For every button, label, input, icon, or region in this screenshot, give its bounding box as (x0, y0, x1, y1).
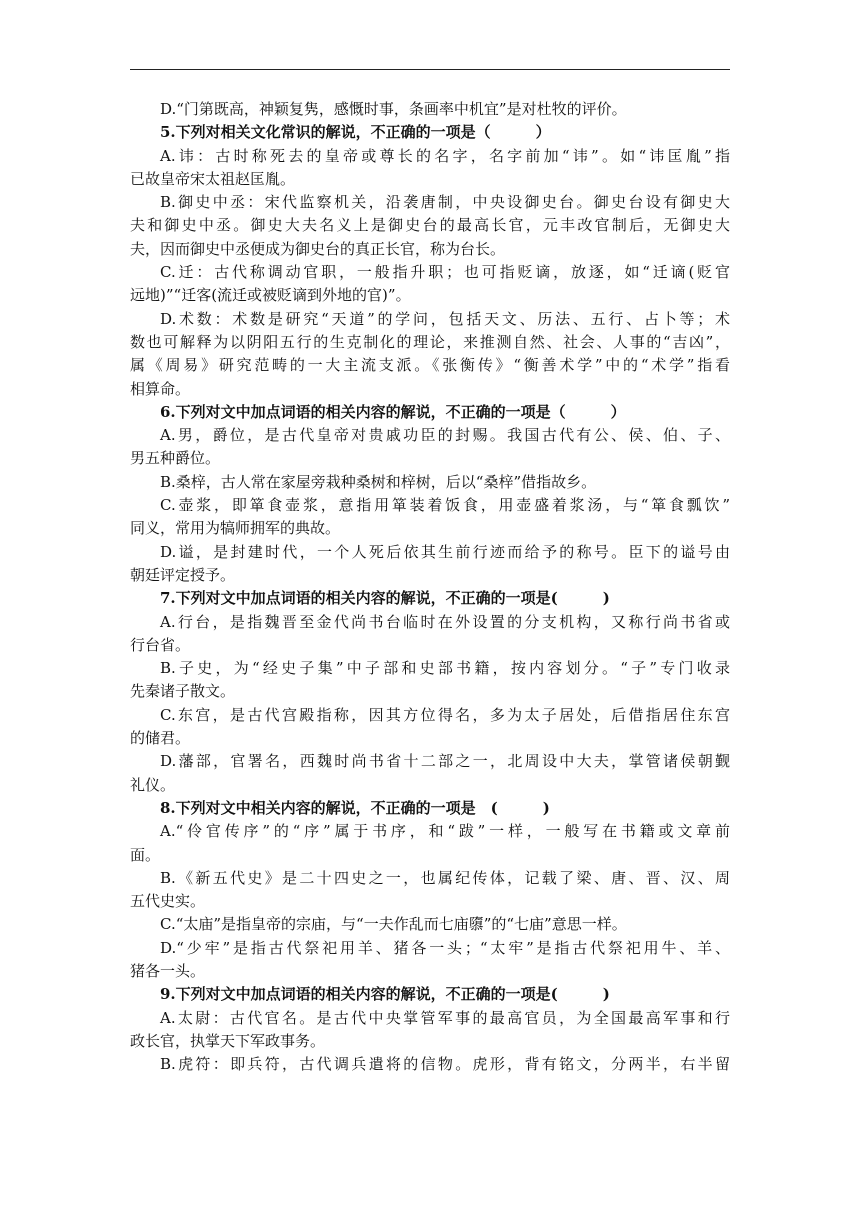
question-stem-line: 8.下列对文中相关内容的解说，不正确的一项是 ( ) (160, 798, 550, 817)
text-line: 同义，常用为犒师拥军的典故。 (130, 519, 341, 538)
text-line: A.男，爵位，是古代皇帝对贵戚功臣的封赐。我国古代有公、侯、伯、子、 (160, 426, 730, 445)
question-stem-line: 7.下列对文中加点词语的相关内容的解说，不正确的一项是( ) (160, 589, 610, 608)
text-line: B.《新五代史》是二十四史之一，也属纪传体，记载了梁、唐、晋、汉、周 (160, 868, 730, 887)
text-line: B.御史中丞：宋代监察机关，沿袭唐制，中央设御史台。御史台设有御史大 (160, 193, 730, 212)
text-line: 行台省。 (130, 635, 191, 654)
text-line: D.谥，是封建时代，一个人死后依其生前行迹而给予的称号。臣下的谥号由 (160, 542, 730, 561)
text-line: D.“少牢”是指古代祭祀用羊、猪各一头；“太牢”是指古代祭祀用牛、羊、 (160, 938, 730, 957)
text-line: A.行台，是指魏晋至金代尚书台临时在外设置的分支机构，又称行尚书省或 (160, 612, 730, 631)
text-line: C.迁：古代称调动官职，一般指升职；也可指贬谪，放逐，如“迁谪(贬官 (160, 263, 730, 282)
text-line: A.“伶官传序”的“序”属于书序，和“跋”一样，一般写在书籍或文章前 (160, 822, 730, 841)
text-line: A.太尉：古代官名。是古代中央掌管军事的最高官员，为全国最高军事和行 (160, 1008, 730, 1027)
text-line: 远地)”“迁客(流迁或被贬谪到外地的官)”。 (130, 286, 411, 305)
text-line: 礼仪。 (130, 775, 176, 794)
text-line: 相算命。 (130, 379, 191, 398)
text-line: 先秦诸子散文。 (130, 682, 236, 701)
text-line: 猪各一头。 (130, 961, 206, 980)
text-line: 夫和御史中丞。御史大夫名义上是御史台的最高长官，元丰改官制后，无御史大 (130, 216, 730, 235)
text-line: B.虎符：即兵符，古代调兵遣将的信物。虎形，背有铭文，分两半，右半留 (160, 1055, 730, 1074)
header-rule (130, 69, 730, 70)
text-line: 数也可解释为以阴阳五行的生克制化的理论，来推测自然、社会、人事的“吉凶”， (130, 332, 730, 351)
text-line: 政长官，执掌天下军政事务。 (130, 1031, 326, 1050)
question-stem-line: 6.下列对文中加点词语的相关内容的解说，不正确的一项是（ ） (160, 402, 626, 421)
text-line: 的储君。 (130, 729, 191, 748)
text-line: 男五种爵位。 (130, 449, 221, 468)
text-line: 属《周易》研究范畴的一大主流支派。《张衡传》“衡善术学”中的“术学”指看 (130, 356, 730, 375)
text-line: C.壶浆，即箪食壶浆，意指用箪装着饭食，用壶盛着浆汤，与“箪食瓢饮” (160, 496, 730, 515)
text-line: A.讳：古时称死去的皇帝或尊长的名字，名字前加“讳”。如“讳匡胤”指 (160, 146, 730, 165)
text-line: 面。 (130, 845, 161, 864)
text-line: 朝廷评定授予。 (130, 565, 236, 584)
document-body (130, 98, 730, 1076)
question-stem-line: 5.下列对相关文化常识的解说，不正确的一项是（ ） (160, 123, 551, 142)
text-line: D.藩部，官署名，西魏时尚书省十二部之一，北周设中大夫，掌管诸侯朝觐 (160, 752, 730, 771)
text-line: D.“门第既高，神颖复隽，感慨时事，条画率中机宜”是对杜牧的评价。 (160, 100, 627, 118)
text-line: 夫，因而御史中丞便成为御史台的真正长官，称为台长。 (130, 239, 506, 258)
text-line: C.“太庙”是指皇帝的宗庙，与“一夫作乱而七庙隳”的“七庙”意思一样。 (160, 915, 627, 934)
text-line: B.桑梓，古人常在家屋旁栽种桑树和梓树，后以“桑梓”借指故乡。 (160, 472, 597, 491)
text-line: D.术数：术数是研究“天道”的学问，包括天文、历法、五行、占卜等；术 (160, 309, 730, 328)
text-line: 五代史实。 (130, 892, 206, 911)
text-line: B.子史，为“经史子集”中子部和史部书籍，按内容划分。“子”专门收录 (160, 659, 730, 678)
text-line: 已故皇帝宋太祖赵匡胤。 (130, 169, 296, 188)
question-stem-line: 9.下列对文中加点词语的相关内容的解说，不正确的一项是( ) (160, 985, 610, 1004)
text-line: C.东宫，是古代宫殿指称，因其方位得名，多为太子居处，后借指居住东宫 (160, 705, 730, 724)
